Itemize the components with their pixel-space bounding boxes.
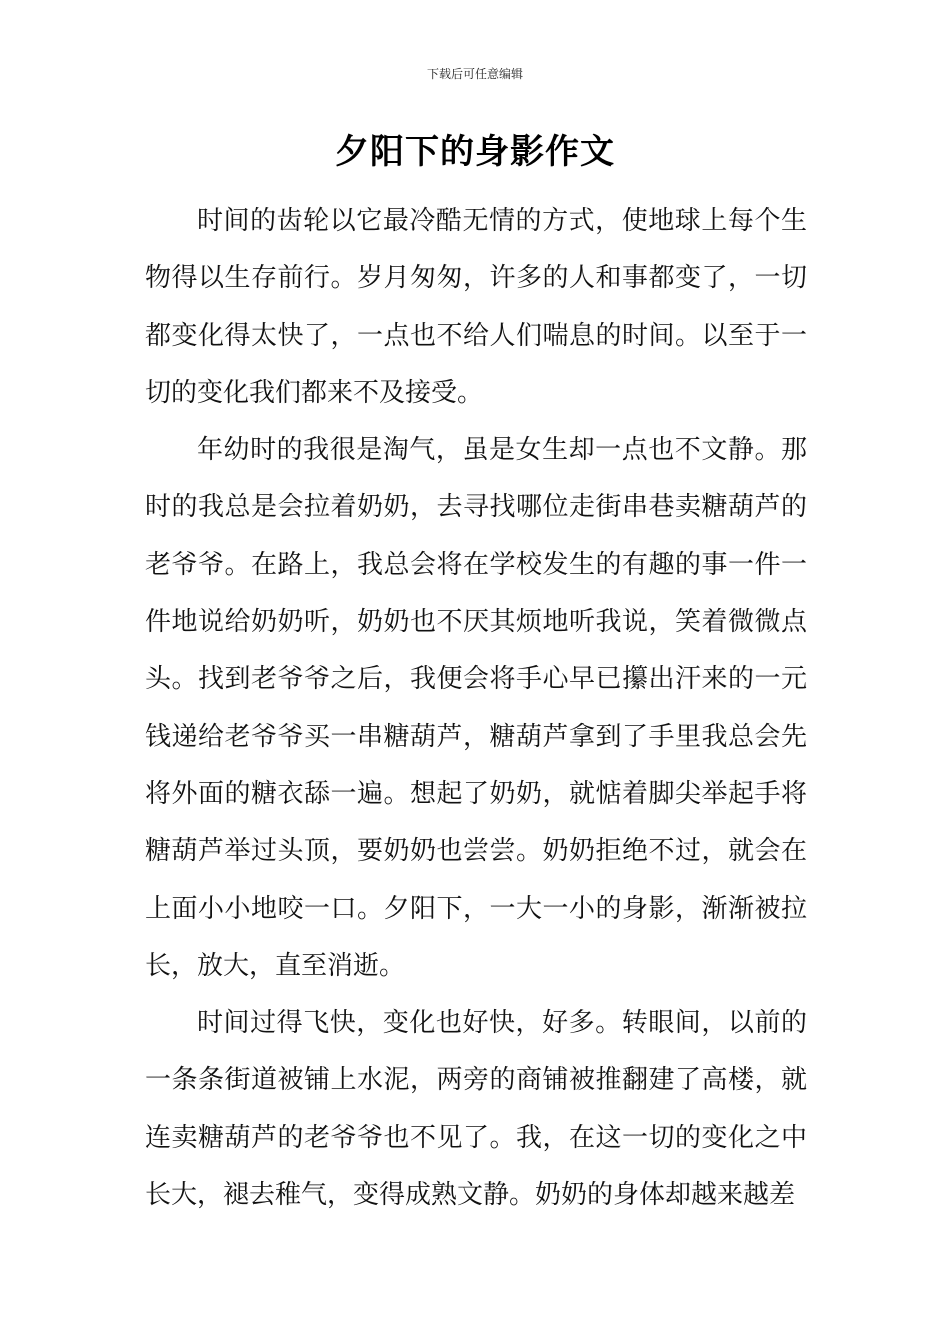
essay-body [145,193,807,1224]
paragraph-3: 时间过得飞快，变化也好快，好多。转眼间，以前的一条条街道被铺上水泥，两旁的商铺被推翻建了高楼，就连卖糖葫芦的老爷爷也不见了。我，在这一切的变化之中长大，褪去稚气，变得成熟文静。奶奶的身体却越来越差 [145,1008,807,1211]
paragraph-1: 时间的齿轮以它最冷酷无情的方式，使地球上每个生物得以生存前行。岁月匆匆，许多的人和事都变了，一切都变化得太快了，一点也不给人们喘息的时间。以至于一切的变化我们都来不及接受。 [145,206,807,408]
paragraph-2: 年幼时的我很是淘气，虽是女生却一点也不文静。那时的我总是会拉着奶奶，去寻找哪位走街串巷卖糖葫芦的老爷爷。在路上，我总会将在学校发生的有趣的事一件一件地说给奶奶听，奶奶也不厌其烦地听我说，笑着微微点头。找到老爷爷之后，我便会将手心早已攥出汗来的一元钱递给老爷爷买一串糖葫芦，糖葫芦拿到了手里我总会先将外面的糖衣舔一遍。想起了奶奶，就惦着脚尖举起手将糖葫芦举过头顶，要奶奶也尝尝。奶奶拒绝不过，就会在上面小小地咬一口。夕阳下，一大一小的身影，渐渐被拉长，放大，直至消逝。 [145,435,807,981]
page-title: 夕阳下的身影作文 [335,132,615,172]
header-note: 下载后可任意编辑 [426,67,523,81]
